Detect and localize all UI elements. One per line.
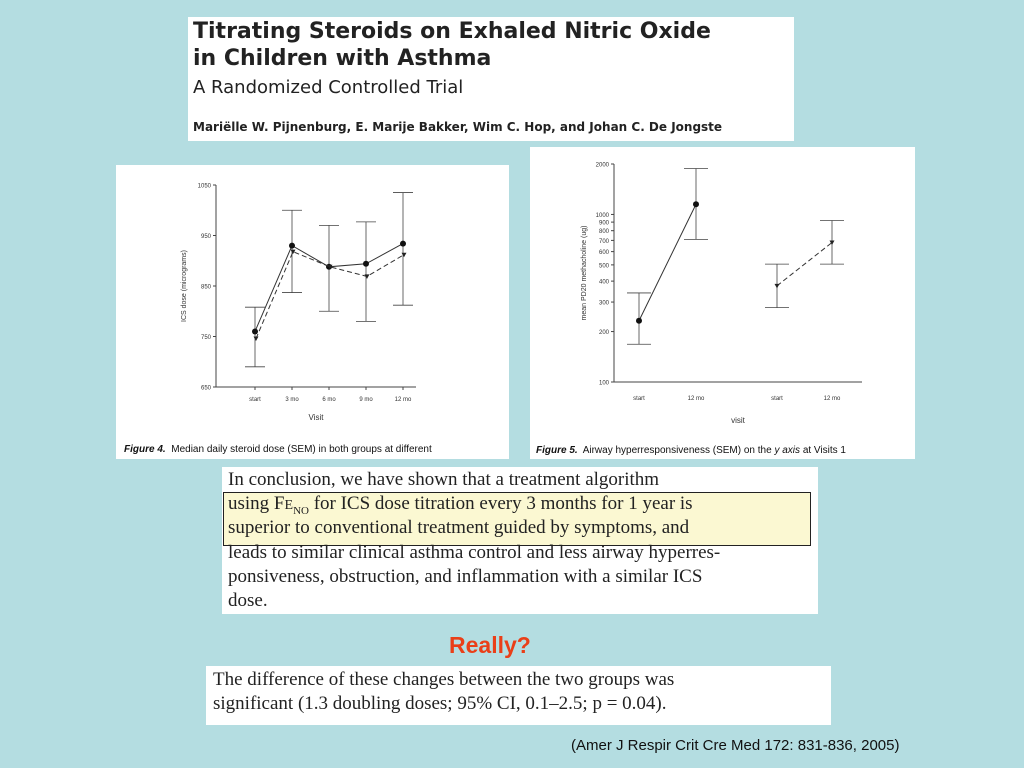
article-authors: Mariëlle W. Pijnenburg, E. Marije Bakker, Wim C. Hop, and Johan C. De Jongste (193, 120, 723, 134)
conclusion-line-2-pre: using F (228, 493, 285, 514)
x-tick-label: 12 mo (823, 396, 841, 402)
x-tick-label: 12 mo (394, 397, 412, 403)
conclusion-line-4: leads to similar clinical asthma control and less airway hyperres- (228, 542, 721, 563)
data-point-triangle (775, 284, 780, 289)
conclusion-line-2-sub: NO (293, 504, 309, 517)
conclusion-line-2 (228, 493, 693, 517)
y-tick-label: 400 (598, 279, 609, 286)
data-point-triangle (365, 274, 370, 279)
x-tick-label: 9 mo (359, 397, 373, 403)
y-axis-label: mean PD20 methacholine (ug) (581, 225, 588, 321)
data-point-circle (636, 318, 642, 324)
data-point-circle (252, 328, 258, 334)
figure-5-panel (530, 147, 915, 459)
figure-5-chart (530, 147, 915, 437)
citation: (Amer J Respir Crit Cre Med 172: 831-836, 2005) (571, 737, 900, 754)
y-tick-label: 100 (598, 380, 609, 387)
article-subtitle: A Randomized Controlled Trial (193, 77, 464, 98)
really-callout: Really? (449, 632, 531, 658)
y-tick-label: 2000 (595, 162, 609, 169)
y-tick-label: 950 (200, 234, 211, 240)
data-point-circle (363, 261, 369, 267)
difference-line-1: The difference of these changes between the two groups was (213, 669, 675, 690)
y-tick-label: 300 (598, 300, 609, 307)
y-tick-label: 1050 (197, 183, 211, 190)
figure-4-caption (124, 444, 432, 455)
figure-5-caption-post: at Visits 1 (802, 445, 846, 456)
x-axis-label: visit (731, 416, 745, 425)
conclusion-line-6: dose. (228, 590, 268, 611)
data-point-circle (289, 243, 295, 249)
figure-5-caption-label: Figure 5. (536, 445, 578, 456)
x-tick-label: start (633, 396, 645, 402)
series-line (639, 204, 696, 320)
y-tick-label: 700 (598, 238, 609, 245)
article-title-panel (188, 17, 794, 141)
figure-5-caption (536, 445, 846, 456)
conclusion-line-3: superior to conventional treatment guided by symptoms, and (228, 517, 690, 538)
x-tick-label: 12 mo (687, 396, 705, 402)
conclusion-line-2-small: E (284, 498, 294, 513)
conclusion-excerpt (222, 467, 818, 614)
x-axis-label: Visit (308, 413, 324, 422)
figure-4-caption-label: Figure 4. (124, 444, 166, 455)
x-tick-label: 3 mo (285, 397, 299, 403)
conclusion-line-1: In conclusion, we have shown that a treatment algorithm (228, 469, 660, 490)
conclusion-line-5: ponsiveness, obstruction, and inflammation with a similar ICS (228, 566, 703, 587)
difference-line-2: significant (1.3 doubling doses; 95% CI, 0.1–2.5; p = 0.04). (213, 693, 667, 714)
y-tick-label: 800 (598, 229, 609, 236)
figure-4-panel (116, 165, 509, 459)
x-tick-label: 6 mo (322, 397, 336, 403)
y-tick-label: 750 (200, 335, 211, 341)
x-tick-label: start (249, 397, 261, 403)
figure-5-caption-italic: y axis (774, 445, 801, 456)
y-tick-label: 850 (200, 284, 211, 291)
figure-5-caption-pre: Airway hyperresponsiveness (SEM) on the (582, 445, 772, 456)
figure-4-caption-text: Median daily steroid dose (SEM) in both groups at different (171, 444, 432, 455)
y-tick-label: 500 (598, 263, 609, 270)
article-title-line-1: Titrating Steroids on Exhaled Nitric Oxide (193, 19, 711, 44)
figure-4-chart (116, 165, 509, 435)
conclusion-line-2-post: for ICS dose titration every 3 months for 1 year is (308, 493, 693, 514)
data-point-circle (400, 241, 406, 247)
difference-excerpt (206, 666, 831, 725)
y-tick-label: 200 (598, 330, 609, 337)
y-tick-label: 1000 (595, 212, 609, 219)
y-tick-label: 900 (598, 220, 609, 227)
y-tick-label: 650 (200, 385, 211, 392)
y-tick-label: 600 (598, 250, 609, 257)
y-axis-label: ICS dose (micrograms) (181, 250, 188, 322)
data-point-triangle (402, 253, 407, 258)
x-tick-label: start (771, 396, 783, 402)
data-point-circle (693, 201, 699, 207)
article-title-line-2: in Children with Asthma (193, 46, 492, 71)
data-point-triangle (254, 337, 259, 342)
